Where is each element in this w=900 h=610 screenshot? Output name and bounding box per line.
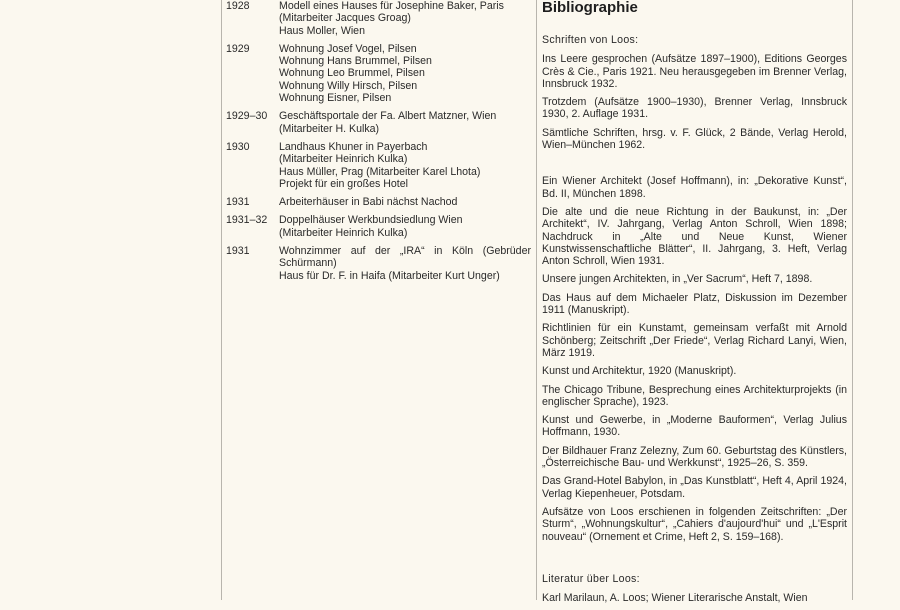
work-line: Haus für Dr. F. in Haifa (Mitarbeiter Kurt Unger) [279,269,500,282]
bibliography-entry: Ins Leere gesprochen (Aufsätze 1897–1900), Editions Georges Crès & Cie., Paris 1921. Neu herausgegeben im Brenner Verlag, Innsbruck 1932. [542,53,847,90]
bibliography-entry: Kunst und Gewerbe, in „Moderne Bauformen“, Verlag Julius Hoffmann, 1930. [542,414,847,439]
work-line: Geschäftsportale der Fa. Albert Matzner, Wien [279,110,497,123]
work-entry [226,141,531,190]
work-line: Wohnung Willy Hirsch, Pilsen [279,79,418,92]
work-entry [226,0,531,37]
work-line: (Mitarbeiter Heinrich Kulka) [279,226,408,239]
literature-entry: Karl Marilaun, A. Loos; Wiener Literarische Anstalt, Wien [542,592,808,605]
spacer [541,549,847,573]
work-entry [226,214,531,239]
bibliography-entry: Sämtliche Schriften, hrsg. v. F. Glück, 2 Bände, Verlag Herold, Wien–München 1962. [542,126,847,152]
work-line: Arbeiterhäuser in Babi nächst Nachod [279,196,458,209]
bibliography-entry: Das Haus auf dem Michaeler Platz, Diskussion im Dezember 1911 (Manuskript). [542,291,847,317]
work-entry [226,196,531,208]
work-line: Wohnzimmer auf der „IRA“ in Köln (Gebrüder Schürmann) [279,245,531,270]
work-year: 1931 [226,245,250,258]
bibliography-heading: Bibliographie [542,0,638,16]
work-line: Wohnung Hans Brummel, Pilsen [279,55,432,68]
bibliography-entry: Trotzdem (Aufsätze 1900–1930), Brenner Verlag, Innsbruck 1930, 2. Auflage 1931. [542,96,847,121]
spacer [541,157,847,175]
column-rule-middle [536,0,537,600]
work-year: 1929–30 [226,110,268,123]
bibliography-entry: Ein Wiener Architekt (Josef Hoffmann), in: „Dekorative Kunst“, Bd. II, München 1898. [542,175,847,200]
bibliography-entry: Der Bildhauer Franz Zelezny, Zum 60. Geburtstag des Künstlers, „Österreichische Bau- und Werkkunst“, 1925–26, S. 359. [542,444,847,470]
work-line: Landhaus Khuner in Payerbach [279,140,428,153]
work-year: 1930 [226,140,250,153]
bibliography-entry: Richtlinien für ein Kunstamt, gemeinsam verfaßt mit Arnold Schönberg; Zeitschrift „Der Friede“, Verlag Richard Lanyi, Wien, März 1919. [542,322,847,359]
works-list [226,0,531,288]
work-line: Projekt für ein großes Hotel [279,177,408,190]
bibliography-entry: Aufsätze von Loos erschienen in folgenden Zeitschriften: „Der Sturm“, „Wohnungskultur“, „Cahiers d'aujourd'hui“ und „L'Esprit nouveau“ (Ornement et Crime, Heft 2, S. 159–168). [542,505,847,543]
writings-subheading: Schriften von Loos: [542,34,639,46]
work-line: Modell eines Hauses für Josephine Baker, Paris [279,0,504,12]
bibliography-column [541,0,847,610]
bibliography-entry: The Chicago Tribune, Besprechung eines Architekturprojekts (in englischer Sprache), 1923. [542,383,847,408]
work-line: Haus Moller, Wien [279,24,365,37]
work-year: 1929 [226,42,250,55]
bibliography-entry: Kunst und Architektur, 1920 (Manuskript). [542,365,737,378]
work-line: Wohnung Josef Vogel, Pilsen [279,42,417,55]
bibliography-entry: Die alte und die neue Richtung in der Baukunst, in: „Der Architekt“, IV. Jahrgang, Verlag Anton Schroll, Wien 1898; Nachdruck in „Alte und Neue Kunst, Wiener Kunstwissenschaftliche Blätter“, II. Jahrgang, 3. Heft, Verlag Anton Schroll, Wien 1931. [542,205,847,268]
work-line: (Mitarbeiter Jacques Groag) [279,12,411,25]
work-line: (Mitarbeiter Heinrich Kulka) [279,153,408,166]
work-line: (Mitarbeiter H. Kulka) [279,122,380,135]
work-line: Haus Müller, Prag (Mitarbeiter Karel Lhota) [279,165,481,178]
work-year: 1931 [226,196,250,209]
literature-subheading: Literatur über Loos: [542,572,640,585]
column-rule-right [852,0,853,600]
work-entry [226,43,531,104]
work-line: Wohnung Eisner, Pilsen [279,92,392,105]
work-year: 1931–32 [226,214,268,227]
work-line: Doppelhäuser Werkbundsiedlung Wien [279,214,463,227]
work-entry [226,245,531,282]
bibliography-entry: Unsere jungen Architekten, in „Ver Sacrum“, Heft 7, 1898. [542,273,813,286]
column-rule-left [221,0,222,600]
work-line: Wohnung Leo Brummel, Pilsen [279,67,425,80]
work-year: 1928 [226,0,250,12]
bibliography-entry: Das Grand-Hotel Babylon, in „Das Kunstblatt“, Heft 4, April 1924, Verlag Kiepenheuer, Potsdam. [542,475,847,500]
work-entry [226,110,531,135]
